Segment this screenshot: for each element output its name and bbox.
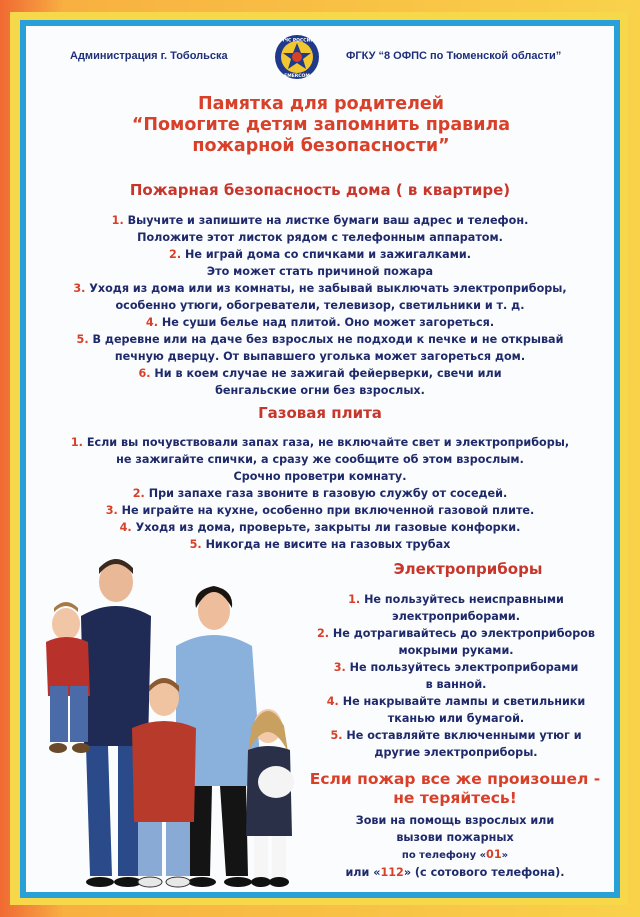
gas-stove-heading: Газовая плита bbox=[258, 404, 382, 422]
family-photo bbox=[26, 546, 316, 892]
electro-item-1-line-1 bbox=[298, 591, 614, 608]
fire-number-112: 112 bbox=[380, 866, 404, 879]
home-item-2-text: Не играй дома со спичками и зажигалками. bbox=[184, 248, 471, 261]
home-item-3-text: Уходя из дома или из комнаты, не забывай выключать электроприборы, bbox=[89, 282, 567, 295]
gas-item-1-line-2 bbox=[30, 451, 610, 468]
emblem-top-text: МЧС РОССИИ bbox=[279, 38, 315, 44]
electro-item-4-number: 4. bbox=[326, 695, 339, 708]
fire-heading bbox=[296, 770, 614, 808]
gas-item-1-line-3 bbox=[30, 468, 610, 485]
home-item-1-number: 1. bbox=[111, 214, 124, 227]
home-item-3-text: особенно утюги, обогреватели, телевизор, светильники и т. д. bbox=[115, 299, 525, 312]
gas-item-3-text: Не играйте на кухне, особенно при включенной газовой плите. bbox=[121, 504, 535, 517]
electro-item-4-text: тканью или бумагой. bbox=[387, 712, 525, 725]
electro-item-2-number: 2. bbox=[316, 627, 330, 640]
home-item-4-line-1 bbox=[30, 314, 610, 331]
gas-item-5-number: 5. bbox=[189, 538, 202, 551]
home-item-2-line-1 bbox=[30, 246, 610, 263]
home-safety-heading: Пожарная безопасность дома ( в квартире) bbox=[129, 181, 511, 199]
gas-item-1-text: Если вы почувствовали запах газа, не включайте свет и электроприборы, bbox=[86, 436, 570, 449]
electro-item-4-line-1 bbox=[298, 693, 614, 710]
electro-list bbox=[298, 591, 614, 761]
fire-line-2: вызови пожарных bbox=[396, 831, 514, 844]
electro-item-3-text: в ванной. bbox=[425, 678, 487, 691]
electro-item-1-text: электроприборами. bbox=[391, 610, 521, 623]
home-item-2-number: 2. bbox=[169, 248, 182, 261]
home-item-5-line-1 bbox=[30, 331, 610, 348]
fire-line-4: или «112» (с сотового телефона). bbox=[345, 866, 565, 879]
home-item-2-line-2 bbox=[30, 263, 610, 280]
electro-item-3-line-2 bbox=[298, 676, 614, 693]
gas-item-1-text: не зажигайте спички, а сразу же сообщите об этом взрослым. bbox=[116, 453, 524, 466]
electro-item-1-text: Не пользуйтесь неисправными bbox=[364, 593, 564, 606]
home-item-3-line-1 bbox=[30, 280, 610, 297]
electro-heading: Электроприборы bbox=[393, 560, 543, 578]
electro-item-5-text: другие электроприборы. bbox=[374, 746, 538, 759]
gas-stove-list bbox=[30, 434, 610, 553]
gas-item-3-line-1 bbox=[30, 502, 610, 519]
electro-item-5-line-2 bbox=[298, 744, 614, 761]
fire-line-3: по телефону «01» bbox=[401, 848, 509, 861]
home-item-6-text: бенгальские огни без взрослых. bbox=[215, 384, 425, 397]
gas-item-1-text: Срочно проветри комнату. bbox=[233, 470, 407, 483]
gas-item-4-line-1 bbox=[30, 519, 610, 536]
home-item-1-line-1 bbox=[30, 212, 610, 229]
home-item-1-line-2 bbox=[30, 229, 610, 246]
electro-item-2-line-2 bbox=[298, 642, 614, 659]
header-administration: Администрация г. Тобольска bbox=[70, 50, 228, 62]
home-item-5-text: печную дверцу. От выпавшего уголька может загореться дом. bbox=[114, 350, 526, 363]
home-item-6-line-2 bbox=[30, 382, 610, 399]
gas-item-5-text: Никогда не висите на газовых трубах bbox=[205, 538, 451, 551]
home-item-6-line-1 bbox=[30, 365, 610, 382]
gas-item-4-text: Уходя из дома, проверьте, закрыты ли газовые конфорки. bbox=[135, 521, 521, 534]
electro-item-5-number: 5. bbox=[330, 729, 343, 742]
electro-item-3-line-1 bbox=[298, 659, 614, 676]
title-line-1: Памятка для родителей bbox=[197, 94, 445, 114]
electro-item-3-text: Не пользуйтесь электроприборами bbox=[349, 661, 579, 674]
electro-item-4-line-2 bbox=[298, 710, 614, 727]
electro-item-2-text: Не дотрагивайтесь до электроприборов bbox=[332, 627, 596, 640]
home-item-6-text: Ни в коем случае не зажигай фейерверки, свечи или bbox=[154, 367, 502, 380]
fire-number-01: 01 bbox=[486, 848, 502, 861]
electro-item-2-text: мокрыми руками. bbox=[398, 644, 514, 657]
fire-instructions bbox=[296, 812, 614, 881]
gas-item-1-number: 1. bbox=[70, 436, 83, 449]
title-line-3: пожарной безопасности” bbox=[192, 136, 450, 156]
fire-line-1: Зови на помощь взрослых или bbox=[355, 814, 555, 827]
home-item-5-number: 5. bbox=[76, 333, 89, 346]
home-item-5-text: В деревне или на даче без взрослых не подходи к печке и не открывай bbox=[92, 333, 564, 346]
electro-item-5-text: Не оставляйте включенными утюг и bbox=[346, 729, 582, 742]
gas-item-1-line-1 bbox=[30, 434, 610, 451]
home-item-6-number: 6. bbox=[138, 367, 151, 380]
home-item-3-number: 3. bbox=[73, 282, 86, 295]
electro-item-3-number: 3. bbox=[333, 661, 346, 674]
gas-item-4-number: 4. bbox=[119, 521, 132, 534]
header-fire-department: ФГКУ “8 ОФПС по Тюменской области” bbox=[346, 50, 562, 62]
home-item-4-text: Не суши белье над плитой. Оно может загореться. bbox=[161, 316, 495, 329]
gas-item-2-line-1 bbox=[30, 485, 610, 502]
emblem-bottom-text: EMERCOM bbox=[284, 74, 310, 79]
home-item-4-number: 4. bbox=[145, 316, 158, 329]
electro-item-1-number: 1. bbox=[348, 593, 361, 606]
emercom-emblem-icon bbox=[274, 34, 320, 80]
home-item-5-line-2 bbox=[30, 348, 610, 365]
home-item-1-text: Положите этот листок рядом с телефонным аппаратом. bbox=[137, 231, 503, 244]
home-safety-list bbox=[30, 212, 610, 399]
title-line-2: “Помогите детям запомнить правила bbox=[131, 115, 511, 135]
gas-item-2-number: 2. bbox=[132, 487, 145, 500]
electro-item-2-line-1 bbox=[298, 625, 614, 642]
gas-item-3-number: 3. bbox=[105, 504, 118, 517]
fire-heading-line-2: не теряйтесь! bbox=[393, 789, 517, 807]
fire-heading-line-1: Если пожар все же произошел - bbox=[309, 770, 601, 788]
page-title bbox=[86, 94, 556, 157]
home-item-2-text: Это может стать причиной пожара bbox=[206, 265, 434, 278]
gas-item-2-text: При запахе газа звоните в газовую службу от соседей. bbox=[148, 487, 508, 500]
electro-item-1-line-2 bbox=[298, 608, 614, 625]
home-item-1-text: Выучите и запишите на листке бумаги ваш адрес и телефон. bbox=[127, 214, 529, 227]
leaflet-page bbox=[26, 26, 614, 892]
home-item-3-line-2 bbox=[30, 297, 610, 314]
electro-item-4-text: Не накрывайте лампы и светильники bbox=[342, 695, 586, 708]
electro-item-5-line-1 bbox=[298, 727, 614, 744]
